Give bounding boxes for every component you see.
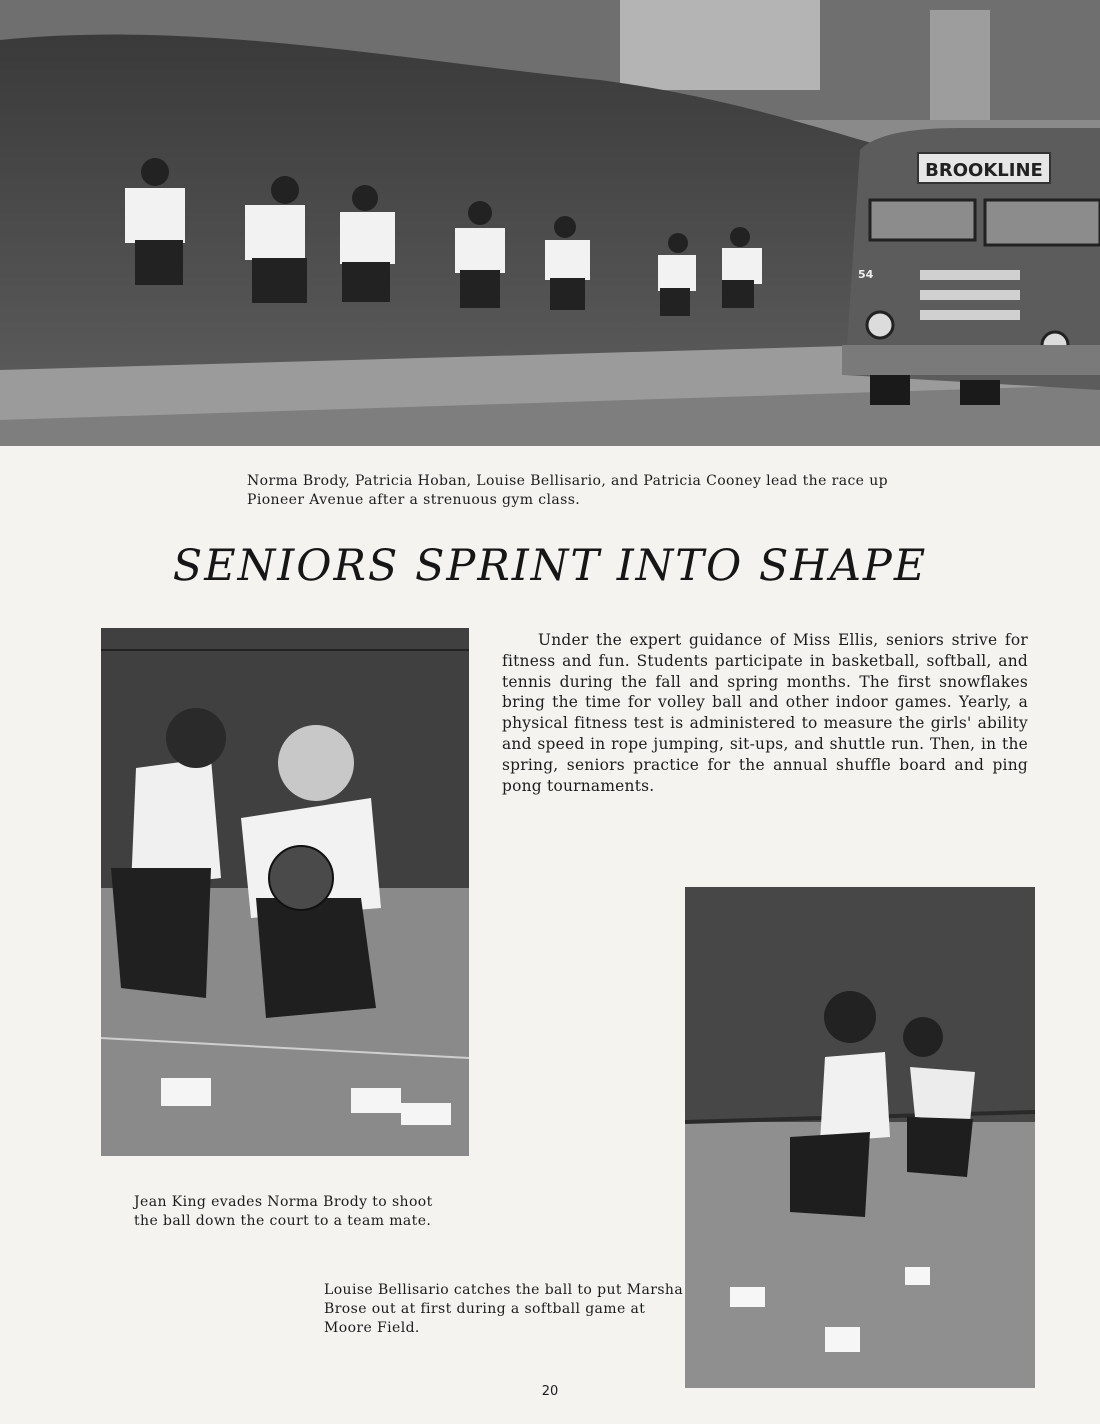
bus-sign: BROOKLINE: [925, 160, 1043, 181]
softball-caption: [324, 1281, 683, 1338]
basketball-caption: [134, 1193, 433, 1231]
caption-line: the ball down the court to a team mate.: [134, 1213, 432, 1229]
caption-line: Moore Field.: [324, 1320, 420, 1336]
caption-line: Brose out at first during a softball game at: [324, 1301, 646, 1317]
bus-number: 54: [858, 268, 874, 281]
caption-line: Pioneer Avenue after a strenuous gym class.: [247, 492, 581, 508]
softball-photo: [685, 887, 1035, 1388]
caption-line: Louise Bellisario catches the ball to put Marsha: [324, 1282, 684, 1298]
top-photo-caption: [247, 472, 888, 510]
basketball-photo: [101, 628, 469, 1156]
caption-line: Jean King evades Norma Brody to shoot: [134, 1194, 433, 1210]
running-students-illustration: [0, 0, 1100, 446]
bus-illustration: [842, 128, 1100, 405]
page-number: 20: [541, 1384, 559, 1399]
caption-line: Norma Brody, Patricia Hoban, Louise Bellisario, and Patricia Cooney lead the race up: [247, 473, 888, 489]
basketball-illustration: [101, 628, 469, 1156]
page-title: SENIORS SPRINT INTO SHAPE: [172, 541, 928, 591]
softball-illustration: [685, 887, 1035, 1388]
article-body: Under the expert guidance of Miss Ellis, seniors strive for fitness and fun. Students participate in basketball, softball, and tennis during the fall and spring months. The first snowflakes bring the time for volley ball and other indoor games. Yearly, a physical fitness test is administered to measure the girls' ability and speed in rope jumping, sit-ups, and shuttle run. Then, in the spring, seniors practice for the annual shuffle board and ping pong tournaments.: [502, 631, 1028, 795]
top-photo-running-students: [0, 0, 1100, 446]
